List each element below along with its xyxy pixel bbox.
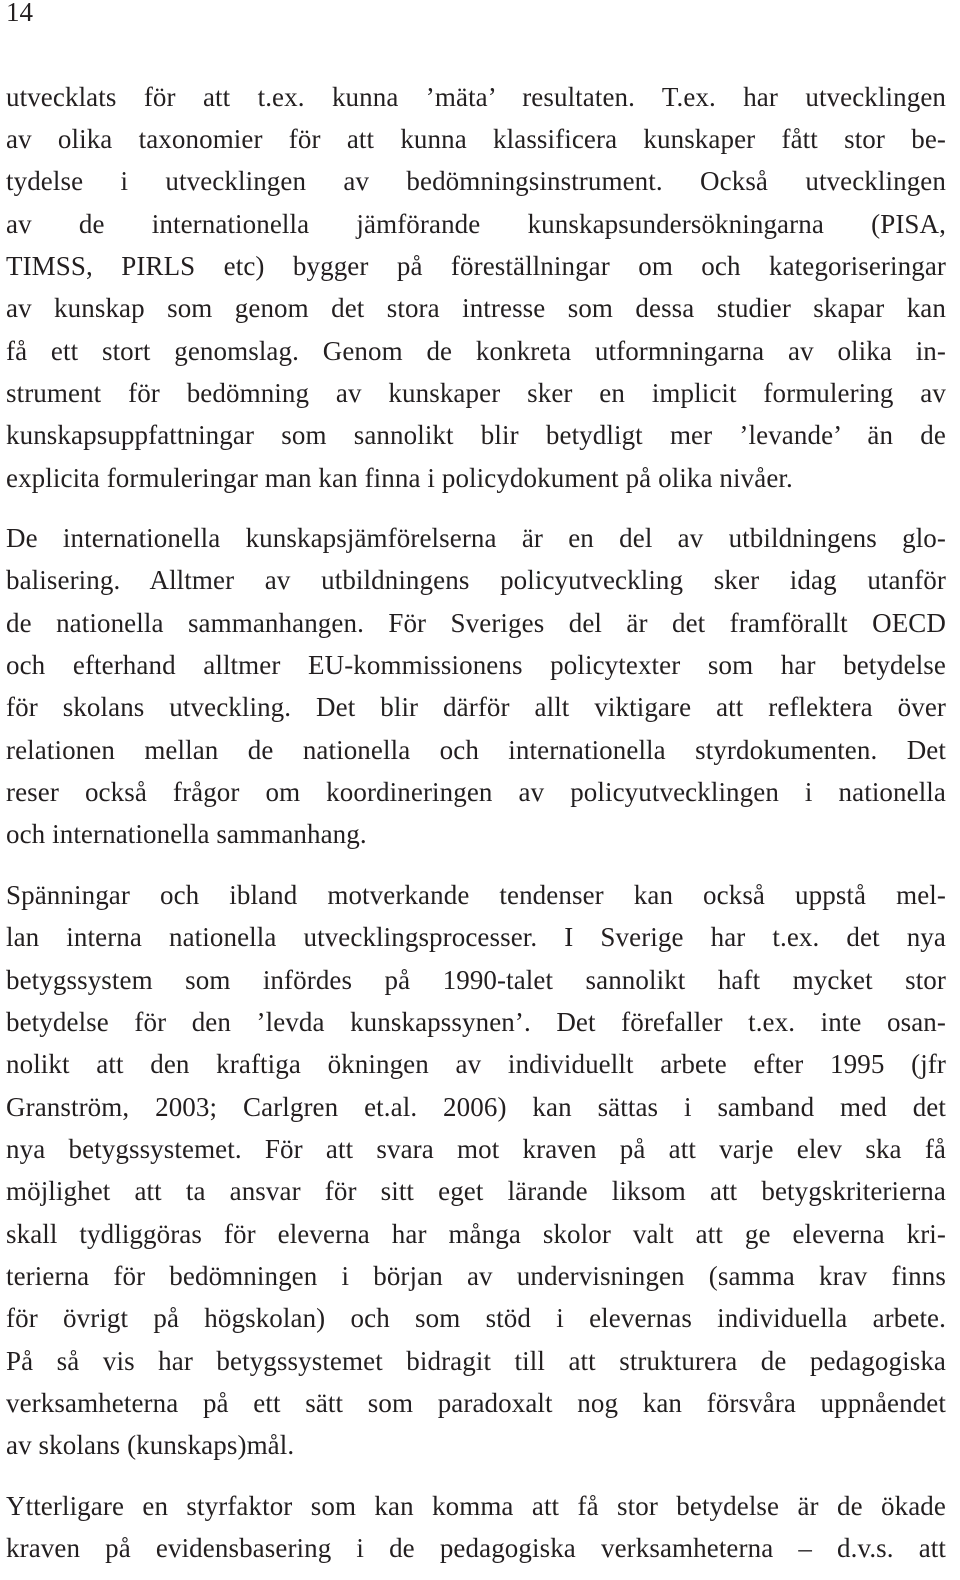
text-line: verksamheterna på ett sätt som paradoxalt nog kan försvåra uppnåendet [6,1388,946,1418]
text-line: betygssystem som infördes på 1990-talet sannolikt haft mycket stor [6,965,946,995]
page-number: 14 [6,0,33,27]
text-line: terierna för bedömningen i början av undervisningen (samma krav finns [6,1261,946,1291]
text-line: balisering. Alltmer av utbildningens policyutveckling sker idag utanför [6,565,946,595]
text-line: strument för bedömning av kunskaper sker en implicit formulering av [6,378,946,408]
text-line: de nationella sammanhangen. För Sveriges del är det framförallt OECD [6,608,946,638]
text-line: reser också frågor om koordineringen av policyutvecklingen i nationella [6,777,946,807]
text-line: På så vis har betygssystemet bidragit till att strukturera de pedagogiska [6,1346,946,1376]
text-line: för skolans utveckling. Det blir därför allt viktigare att reflektera över [6,692,946,722]
text-line: utvecklats för att t.ex. kunna ’mäta’ resultaten. T.ex. har utvecklingen [6,82,946,112]
text-line: och internationella sammanhang. [6,819,367,849]
text-line: TIMSS, PIRLS etc) bygger på föreställningar om och kategoriseringar [6,251,946,281]
text-line: Spänningar och ibland motverkande tendenser kan också uppstå mel- [6,880,946,910]
text-line: nolikt att den kraftiga ökningen av individuellt arbete efter 1995 (jfr [6,1049,946,1079]
text-line: Ytterligare en styrfaktor som kan komma att få stor betydelse är de ökade [6,1491,946,1521]
text-line: av olika taxonomier för att kunna klassificera kunskaper fått stor be- [6,124,946,154]
text-line: av de internationella jämförande kunskapsundersökningarna (PISA, [6,209,946,239]
text-line: relationen mellan de nationella och internationella styrdokumenten. Det [6,735,946,765]
text-line: få ett stort genomslag. Genom de konkreta utformningarna av olika in- [6,336,946,366]
text-line: betydelse för den ’levda kunskapssynen’. Det förefaller t.ex. inte osan- [6,1007,946,1037]
text-line: nya betygssystemet. För att svara mot kraven på att varje elev ska få [6,1134,946,1164]
text-line: kraven på evidensbasering i de pedagogiska verksamheterna – d.v.s. att [6,1533,946,1563]
text-line: tydelse i utvecklingen av bedömningsinstrument. Också utvecklingen [6,166,946,196]
text-line: explicita formuleringar man kan finna i policydokument på olika nivåer. [6,463,793,493]
text-line: av kunskap som genom det stora intresse som dessa studier skapar kan [6,293,946,323]
text-line: kunskapsuppfattningar som sannolikt blir betydligt mer ’levande’ än de [6,420,946,450]
text-line: De internationella kunskapsjämförelserna är en del av utbildningens glo- [6,523,946,553]
text-line: Granström, 2003; Carlgren et.al. 2006) kan sättas i samband med det [6,1092,946,1122]
text-line: möjlighet att ta ansvar för sitt eget lärande liksom att betygskriterierna [6,1176,946,1206]
text-line: av skolans (kunskaps)mål. [6,1430,295,1460]
text-line: för övrigt på högskolan) och som stöd i elevernas individuella arbete. [6,1303,946,1333]
text-line: och efterhand alltmer EU-kommissionens policytexter som har betydelse [6,650,946,680]
text-line: lan interna nationella utvecklingsprocesser. I Sverige har t.ex. det nya [6,922,946,952]
text-line: skall tydliggöras för eleverna har många skolor valt att ge eleverna kri- [6,1219,946,1249]
